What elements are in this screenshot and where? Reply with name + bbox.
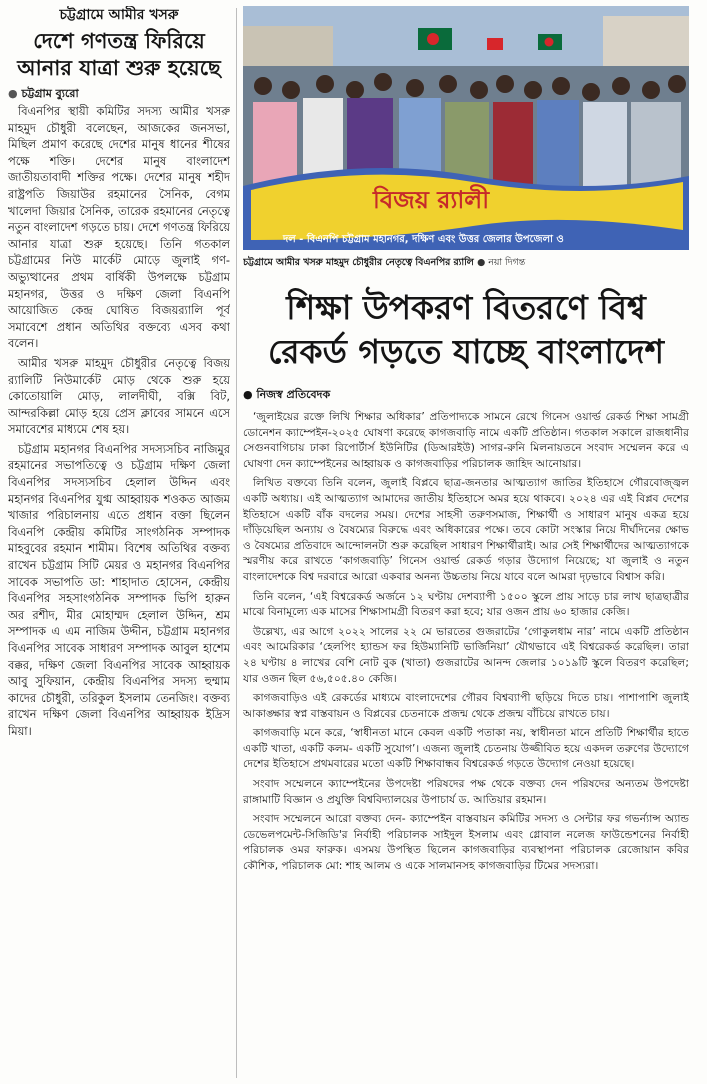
- right-column: [243, 6, 689, 1082]
- rally-banner-text: বিজয় র‍্যালী: [373, 186, 490, 214]
- right-article-paragraph: কাগজবাড়িও এই রেকর্ডের মাধ্যমে বাংলাদেশের গৌরব বিশ্বব্যাপী ছড়িয়ে দিতে চায়। পাশাপাশি জুলাই আকাঙ্ক্ষার স্বপ্ন বাস্তবায়ন ও বিপ্লবের চেতনাকে প্রজন্ম থেকে প্রজন্ম বাঁচিয়ে রাখতে চায়।: [243, 691, 689, 720]
- left-article-byline-text: চট্টগ্রাম ব্যুরো: [21, 87, 79, 100]
- left-article-paragraph: বিএনপির স্থায়ী কমিটির সদস্য আমীর খসরু মাহমুদ চৌধুরী বলেছেন, আজকের জনসভা, মিছিল প্রমাণ করেছে দেশের মানুষ ধানের শীষের পক্ষে শক্তি। দেশের মানুষ বাংলাদেশ জাতীয়তাবাদী শক্তির পক্ষে। দেশের মানুষ শহীদ রাষ্ট্রপতি জিয়াউর রহমানের সৈনিক, বেগম খালেদা জিয়ার সৈনিক, তারেক রহমানের নেতৃত্বে নতুন বাংলাদেশ গড়তে চায়। দেশে গণতন্ত্র ফিরিয়ে আনার যাত্রা শুরু হয়েছে। তিনি গতকাল চট্টগ্রামের নিউ মার্কেট মোড়ে জুলাই গণ-অভ্যুত্থানের প্রথম বার্ষিকী উপলক্ষে চট্টগ্রাম মহানগর, উত্তর ও দক্ষিণ জেলা বিএনপি আয়োজিত কেন্দ্র ঘোষিত বিজয়র‍্যালি পূর্ব সমাবেশে প্রধান অতিথির বক্তব্যে এসব কথা বলেন।: [8, 104, 230, 351]
- right-article-headline[interactable]: শিক্ষা উপকরণ বিতরণে বিশ্ব রেকর্ড গড়তে যাচ্ছে বাংলাদেশ: [267, 288, 665, 371]
- left-article-body: [8, 103, 230, 740]
- left-article: [8, 6, 230, 1082]
- right-article-paragraph: লিখিত বক্তব্যে তিনি বলেন, জুলাই বিপ্লবে ছাত্র-জনতার আত্মত্যাগ জাতির ইতিহাসে গৌরবোজ্জ্বল একটি অধ্যায়। এই আত্মত্যাগ আমাদের জাতীয় ইতিহাসে অমর হয়ে থাকবে। ২০২৪ এর এই বিপ্লব দেশের ইতিহাসে একটি বাঁক বদলের সময়। দেশের সাহসী তরুণসমাজ, শিক্ষার্থী ও সাধারণ মানুষ একত্র হয়ে দাঁড়িয়েছিল অন্যায় ও বৈষম্যের বিরুদ্ধে এবং অধিকারের পক্ষে। তবে কোটা সংস্কার নিয়ে দীর্ঘদিনের ক্ষোভ ও বৈষম্যের প্রতিবাদে আন্দোলনটা শুরু করেছিল সাধারণ শিক্ষার্থীরাই। আর সেই শিক্ষার্থীদের আত্মত্যাগকে স্মরণীয় করে রাখতে ‘কাগজবাড়ি’ গিনেস ওয়ার্ল্ড রেকর্ড গড়ার উদ্যোগ নিয়েছে; যা জুলাই ও নতুন বাংলাদেশকে বিশ্ব দরবারে আরো একবার অনন্য উচ্চতায় নিয়ে যাবে বলে আমরা দৃঢ়ভাবে বিশ্বাস করি।: [243, 476, 689, 583]
- left-article-headline[interactable]: দেশে গণতন্ত্র ফিরিয়ে আনার যাত্রা শুরু হয়েছে: [17, 29, 221, 80]
- right-article-byline: [243, 386, 689, 405]
- right-article-body: [243, 409, 689, 874]
- left-article-paragraph: চট্টগ্রাম মহানগর বিএনপির সদস্যসচিব নাজিমুর রহমানের সভাপতিত্বে ও চট্টগ্রাম দক্ষিণ জেলা বিএনপির সদস্যসচিব হেলাল উদ্দিন এবং মহানগর বিএনপির যুগ্ম আহ্বায়ক শওকত আজম খাজার পরিচালনায় এতে প্রধান বক্তা ছিলেন বিএনপি কেন্দ্রীয় কমিটির সাংগঠনিক সম্পাদক মাহবুবের রহমান শামীম। বিশেষ অতিথির বক্তব্য রাখেন চট্টগ্রাম সিটি মেয়র ও মহানগর বিএনপির সাবেক সভাপতি ডা: শাহাদাত হোসেন, কেন্দ্রীয় বিএনপির সহসাংগঠনিক সম্পাদক ভিপি হারুন অর রশীদ, মীর মোহাম্মদ হেলাল উদ্দিন, শ্রম সম্পাদক এ এম নাজিম উদ্দীন, চট্টগ্রাম মহানগর বিএনপির সাবেক সাধারণ সম্পাদক আবুল হাশেম বক্কর, দক্ষিণ জেলা বিএনপির সাবেক আহ্বায়ক আবু সুফিয়ান, কেন্দ্রীয় বিএনপির সদস্য হুম্মাম কাদের চৌধুরী, তরিকুল ইসলাম তেনজিং। বক্তব্য রাখেন দক্ষিণ জেলা বিএনপির আহ্বায়ক ইদ্রিস মিয়া।: [8, 441, 230, 738]
- right-article-paragraph: তিনি বলেন, ‘এই বিশ্বরেকর্ড অর্জনে ১২ ঘণ্টায় দেশব্যাপী ১৫০০ স্কুলে প্রায় সাড়ে চার লাখ ছাত্রছাত্রীর মাঝে বিনামূল্যে এক মাসের শিক্ষাসামগ্রী বিতরণ করা হবে; যার ওজন প্রায় ৬০ হাজার কেজি।: [243, 589, 689, 619]
- right-article-paragraph: ‘জুলাইয়ের রক্তে লিখি শিক্ষার অধিকার’ প্রতিপাদ্যকে সামনে রেখে গিনেস ওয়ার্ল্ড রেকর্ড শিক্ষা সামগ্রী ডোনেশন ক্যাম্পেইন-২০২৫ ঘোষণা করেছে কাগজবাড়ি নামে একটি প্রতিষ্ঠান। গতকাল সকালে রাজধানীর সেগুনবাগিচায় ঢাকা রিপোর্টার্স ইউনিটির (ডিআরইউ) সাগর-রুনি মিলনায়তনে সংবাদ সম্মেলন করে এ ঘোষণা দেন ক্যাম্পেইনের আহ্বায়ক ও কাগজবাড়ির পরিচালক জাহিদ আনোয়ার।: [243, 410, 689, 470]
- left-article-byline: [8, 87, 230, 101]
- rally-photo[interactable]: [243, 6, 689, 250]
- bullet-icon: ●: [8, 87, 22, 100]
- right-article-paragraph: উল্লেখ্য, এর আগে ২০২২ সালের ২২ মে ভারতের গুজরাটের ‘গোকুলধাম নার’ নামে একটি প্রতিষ্ঠান এবং আমেরিকার ‘হেলপিং হ্যান্ডস ফর হিউম্যানিটি ভার্জিনিয়া’ যৌথভাবে এই বিশ্বরেকর্ড করেছিল। তারা ২৪ ঘণ্টায় ৪ লাখের বেশি নোট বুক (খাতা) গুজরাটের আনন্দ জেলার ১০১৯টি স্কুলে বিতরণ করেছিল; যার ওজন ছিল ৫৬,৫০৫.৪০ কেজি।: [243, 624, 689, 685]
- photo-caption-text: চট্টগ্রামে আমীর খসরু মাহমুদ চৌধুরীর নেতৃত্বে বিএনপির র‍্যালি: [243, 257, 474, 268]
- photo-source: ● নয়া দিগন্ত: [477, 257, 526, 268]
- left-article-paragraph: আমীর খসরু মাহমুদ চৌধুরীর নেতৃত্বে বিজয় র‍্যালিটি নিউমার্কেট মোড় থেকে শুরু হয়ে কোতোয়ালি মোড়, লালদীঘী, বক্সি বিট, আন্দরকিল্লা মোড় হয়ে প্রেস ক্লাবের সামনে এসে সমাবেশের মাধ্যমে শেষ হয়।: [8, 355, 230, 437]
- column-divider: [236, 8, 237, 1078]
- photo-caption: [243, 256, 689, 270]
- rally-banner-subtext: দল - বিএনপি চট্টগ্রাম মহানগর, দক্ষিণ এবং উত্তর জেলার উপজেলা ও: [283, 234, 564, 245]
- bullet-icon: ●: [243, 388, 257, 401]
- left-article-kicker: চট্টগ্রামে আমীর খসরু: [59, 7, 179, 23]
- right-article-paragraph: সংবাদ সম্মেলনে ক্যাম্পেইনের উপদেষ্টা পরিষদের পক্ষ থেকে বক্তব্য দেন পরিষদের অন্যতম উপদেষ্টা রাঙ্গামাটি বিজ্ঞান ও প্রযুক্তি বিশ্ববিদ্যালয়ের উপাচার্য ড. আতিয়ার রহমান।: [243, 777, 689, 806]
- right-article-paragraph: সংবাদ সম্মেলনে আরো বক্তব্য দেন- ক্যাম্পেইন বাস্তবায়ন কমিটির সদস্য ও সেন্টার ফর গভর্ন্যান্স অ্যান্ড ডেভেলপমেন্ট-সিজিডি'র নির্বাহী পরিচালক সাইদুল ইসলাম এবং গ্লোবাল নলেজ ফাউন্ডেশনের নির্বাহী পরিচালক ওমর ফারুক। এসময় উপস্থিত ছিলেন কাগজবাড়ির ব্যবস্থাপনা পরিচালক রেজোয়ান কবির কৌশিক, পরিচালক মো: শাহ আলম ও একে সালমানসহ কাগজবাড়ির টিমের সদস্যরা।: [243, 812, 689, 873]
- right-article-byline-text: নিজস্ব প্রতিবেদক: [256, 388, 331, 401]
- photo-source-text: নয়া দিগন্ত: [488, 257, 526, 268]
- right-article-paragraph: কাগজবাড়ি মনে করে, ‘স্বাধীনতা মানে কেবল একটি পতাকা নয়, স্বাধীনতা মানে প্রতিটি শিক্ষার্থীর হাতে একটি খাতা, একটি কলম- একটি সুযোগ’। এজন্য জুলাই চেতনায় উজ্জীবিত হয়ে একদল তরুণের উদ্যোগে দেশের ইতিহাসে প্রথমবারের মতো একটি শিক্ষাবান্ধব বিশ্বরেকর্ড গড়তে উদ্যোগ নেওয়া হয়েছে।: [243, 726, 689, 771]
